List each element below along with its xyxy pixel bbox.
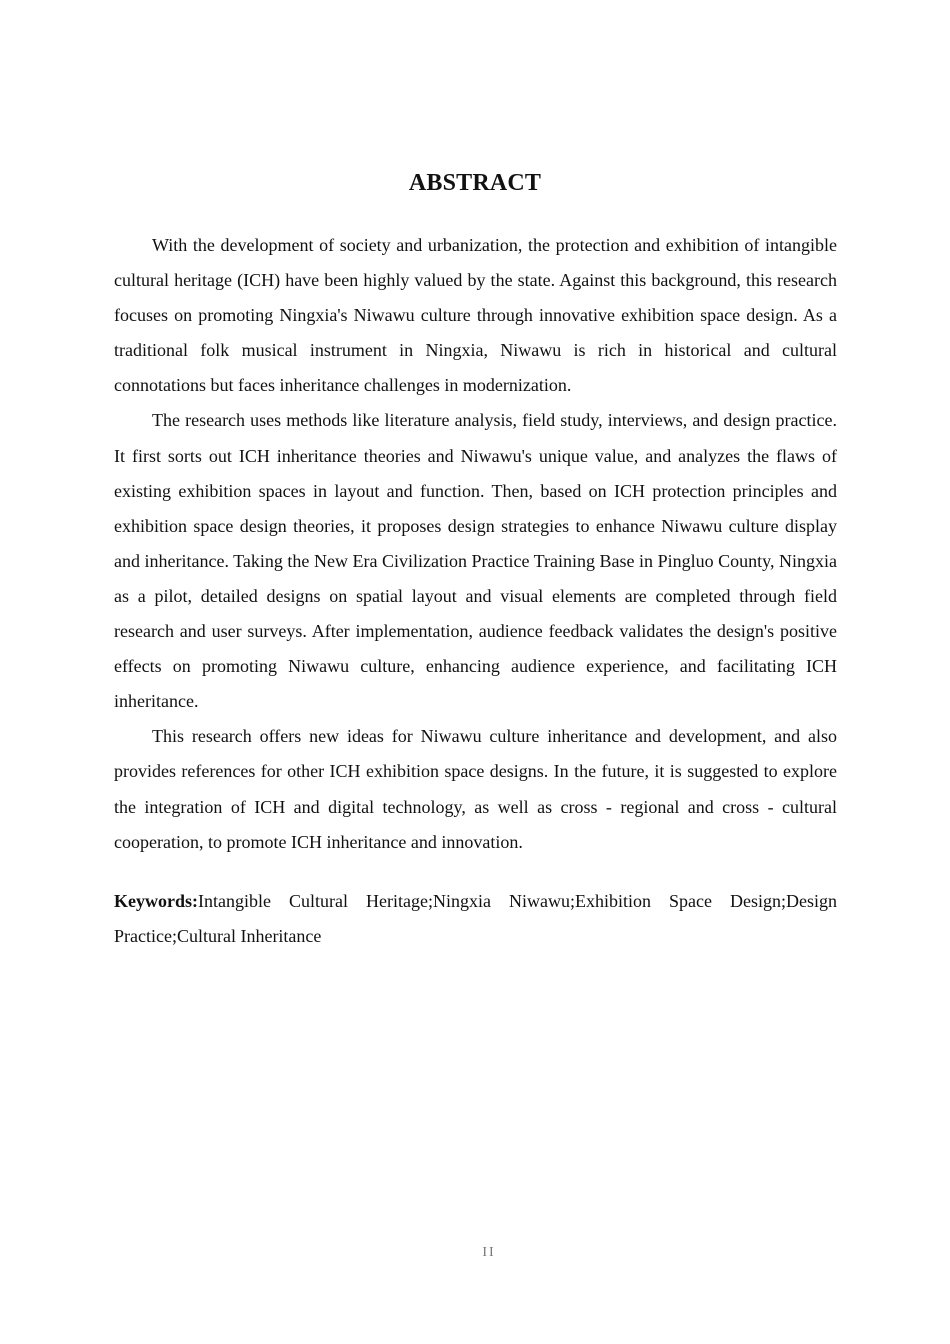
abstract-paragraph-1: With the development of society and urbanization, the protection and exhibition of intangible cultural heritage (ICH) have been highly valued by the state. Against this background, this research focuses on promoting Ningxia's Niwawu culture through innovative exhibition space design. As a traditional folk musical instrument in Ningxia, Niwawu is rich in historical and cultural connotations but faces inheritance challenges in modernization.	[114, 235, 837, 396]
abstract-body	[114, 228, 837, 860]
abstract-paragraph-3: This research offers new ideas for Niwawu culture inheritance and development, and also provides references for other ICH exhibition space designs. In the future, it is suggested to explore the integration of ICH and digital technology, as well as cross - regional and cross - cultural cooperation, to promote ICH inheritance and innovation.	[114, 726, 837, 852]
page-number: II	[482, 1245, 496, 1260]
abstract-paragraph-2: The research uses methods like literature analysis, field study, interviews, and design practice. It first sorts out ICH inheritance theories and Niwawu's unique value, and analyzes the flaws of existing exhibition spaces in layout and function. Then, based on ICH protection principles and exhibition space design theories, it proposes design strategies to enhance Niwawu culture display and inheritance. Taking the New Era Civilization Practice Training Base in Pingluo County, Ningxia as a pilot, detailed designs on spatial layout and visual elements are completed through field research and user surveys. After implementation, audience feedback validates the design's positive effects on promoting Niwawu culture, enhancing audience experience, and facilitating ICH inheritance.	[114, 410, 837, 712]
abstract-title: ABSTRACT	[408, 170, 542, 196]
keywords-label: Keywords:	[114, 891, 198, 911]
keywords-text: Intangible Cultural Heritage;Ningxia Niwawu;Exhibition Space Design;Design Practice;Cultural Inheritance	[114, 891, 837, 946]
keywords-line	[114, 884, 837, 954]
